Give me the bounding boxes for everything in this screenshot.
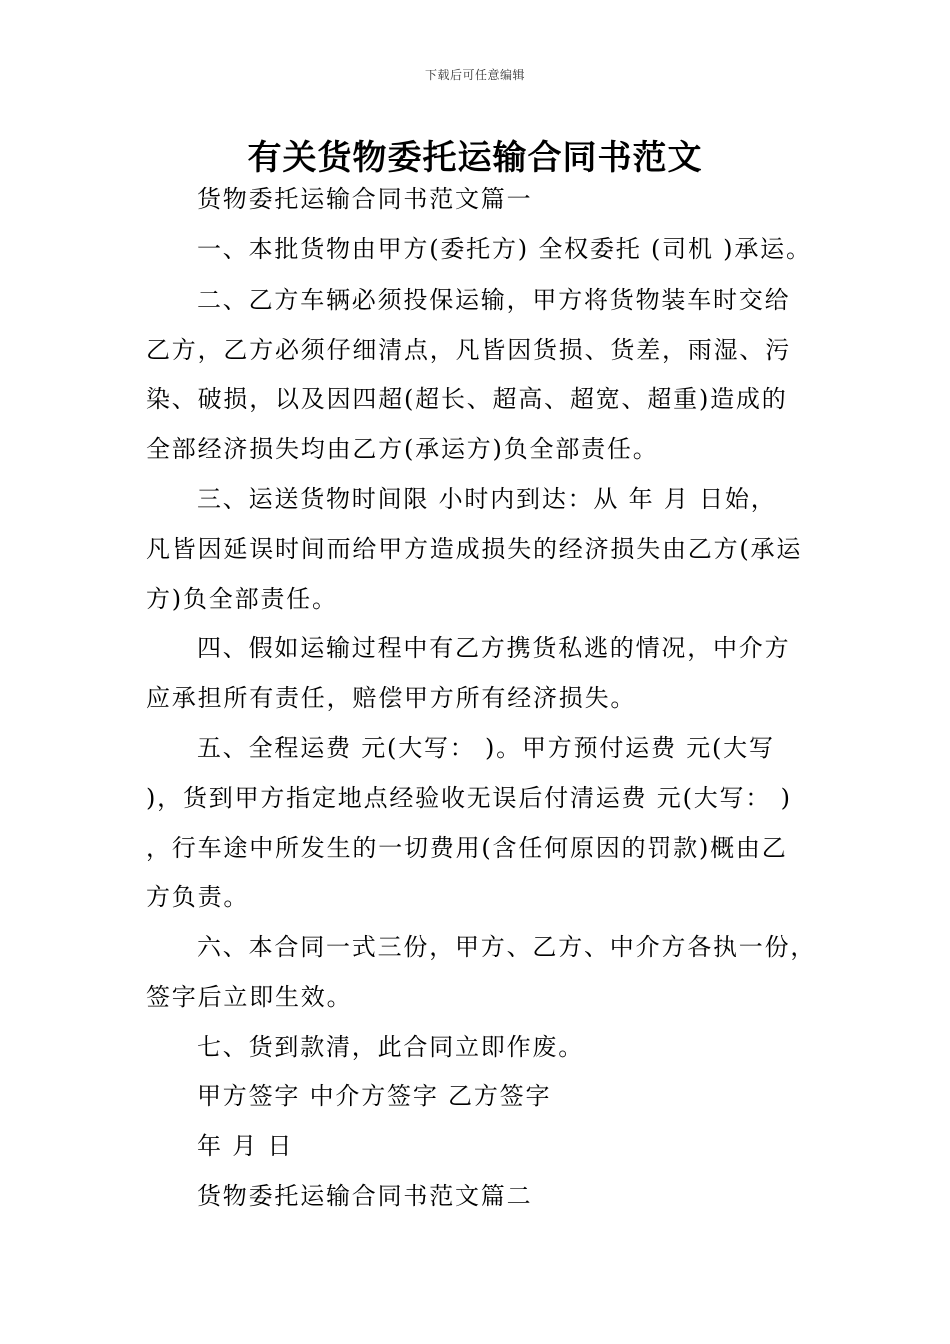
- section-heading-1: 货物委托运输合同书范文篇一: [197, 185, 533, 213]
- clause-2-line-3: 染、破损，以及因四超(超长、超高、超宽、超重)造成的: [146, 385, 788, 413]
- clause-7: 七、货到款清，此合同立即作废。: [197, 1033, 584, 1061]
- clause-1: 一、本批货物由甲方(委托方) 全权委托 (司机 )承运。: [197, 235, 812, 263]
- clause-2-line-2: 乙方，乙方必须仔细清点，凡皆因货损、货差，雨湿、污: [146, 336, 791, 364]
- clause-2-line-4: 全部经济损失均由乙方(承运方)负全部责任。: [146, 435, 659, 463]
- clause-5-line-1: 五、全程运费 元(大写： )。甲方预付运费 元(大写: [197, 734, 775, 762]
- clause-6-line-1: 六、本合同一式三份，甲方、乙方、中介方各执一份，: [197, 933, 817, 961]
- date-line: 年 月 日: [197, 1132, 294, 1160]
- clause-3-line-2: 凡皆因延误时间而给甲方造成损失的经济损失由乙方(承运: [146, 535, 803, 563]
- clause-4-line-1: 四、假如运输过程中有乙方携货私逃的情况，中介方: [197, 634, 791, 662]
- clause-4-line-2: 应承担所有责任，赔偿甲方所有经济损失。: [146, 684, 637, 712]
- clause-5-line-2: )，货到甲方指定地点经验收无误后付清运费 元(大写： ): [146, 784, 792, 812]
- section-heading-2: 货物委托运输合同书范文篇二: [197, 1182, 533, 1210]
- header-note: 下载后可任意编辑: [424, 68, 525, 82]
- clause-3-line-3: 方)负全部责任。: [146, 585, 338, 613]
- clause-2-line-1: 二、乙方车辆必须投保运输，甲方将货物装车时交给: [197, 286, 791, 314]
- document-title: 有关货物委托运输合同书范文: [247, 138, 703, 178]
- clause-5-line-4: 方负责。: [146, 883, 250, 911]
- signature-line: 甲方签字 中介方签字 乙方签字: [197, 1082, 552, 1110]
- clause-6-line-2: 签字后立即生效。: [146, 983, 353, 1011]
- clause-5-line-3: ，行车途中所发生的一切费用(含任何原因的罚款)概由乙: [146, 834, 788, 862]
- clause-3-line-1: 三、运送货物时间限 小时内到达：从 年 月 日始，: [197, 485, 777, 513]
